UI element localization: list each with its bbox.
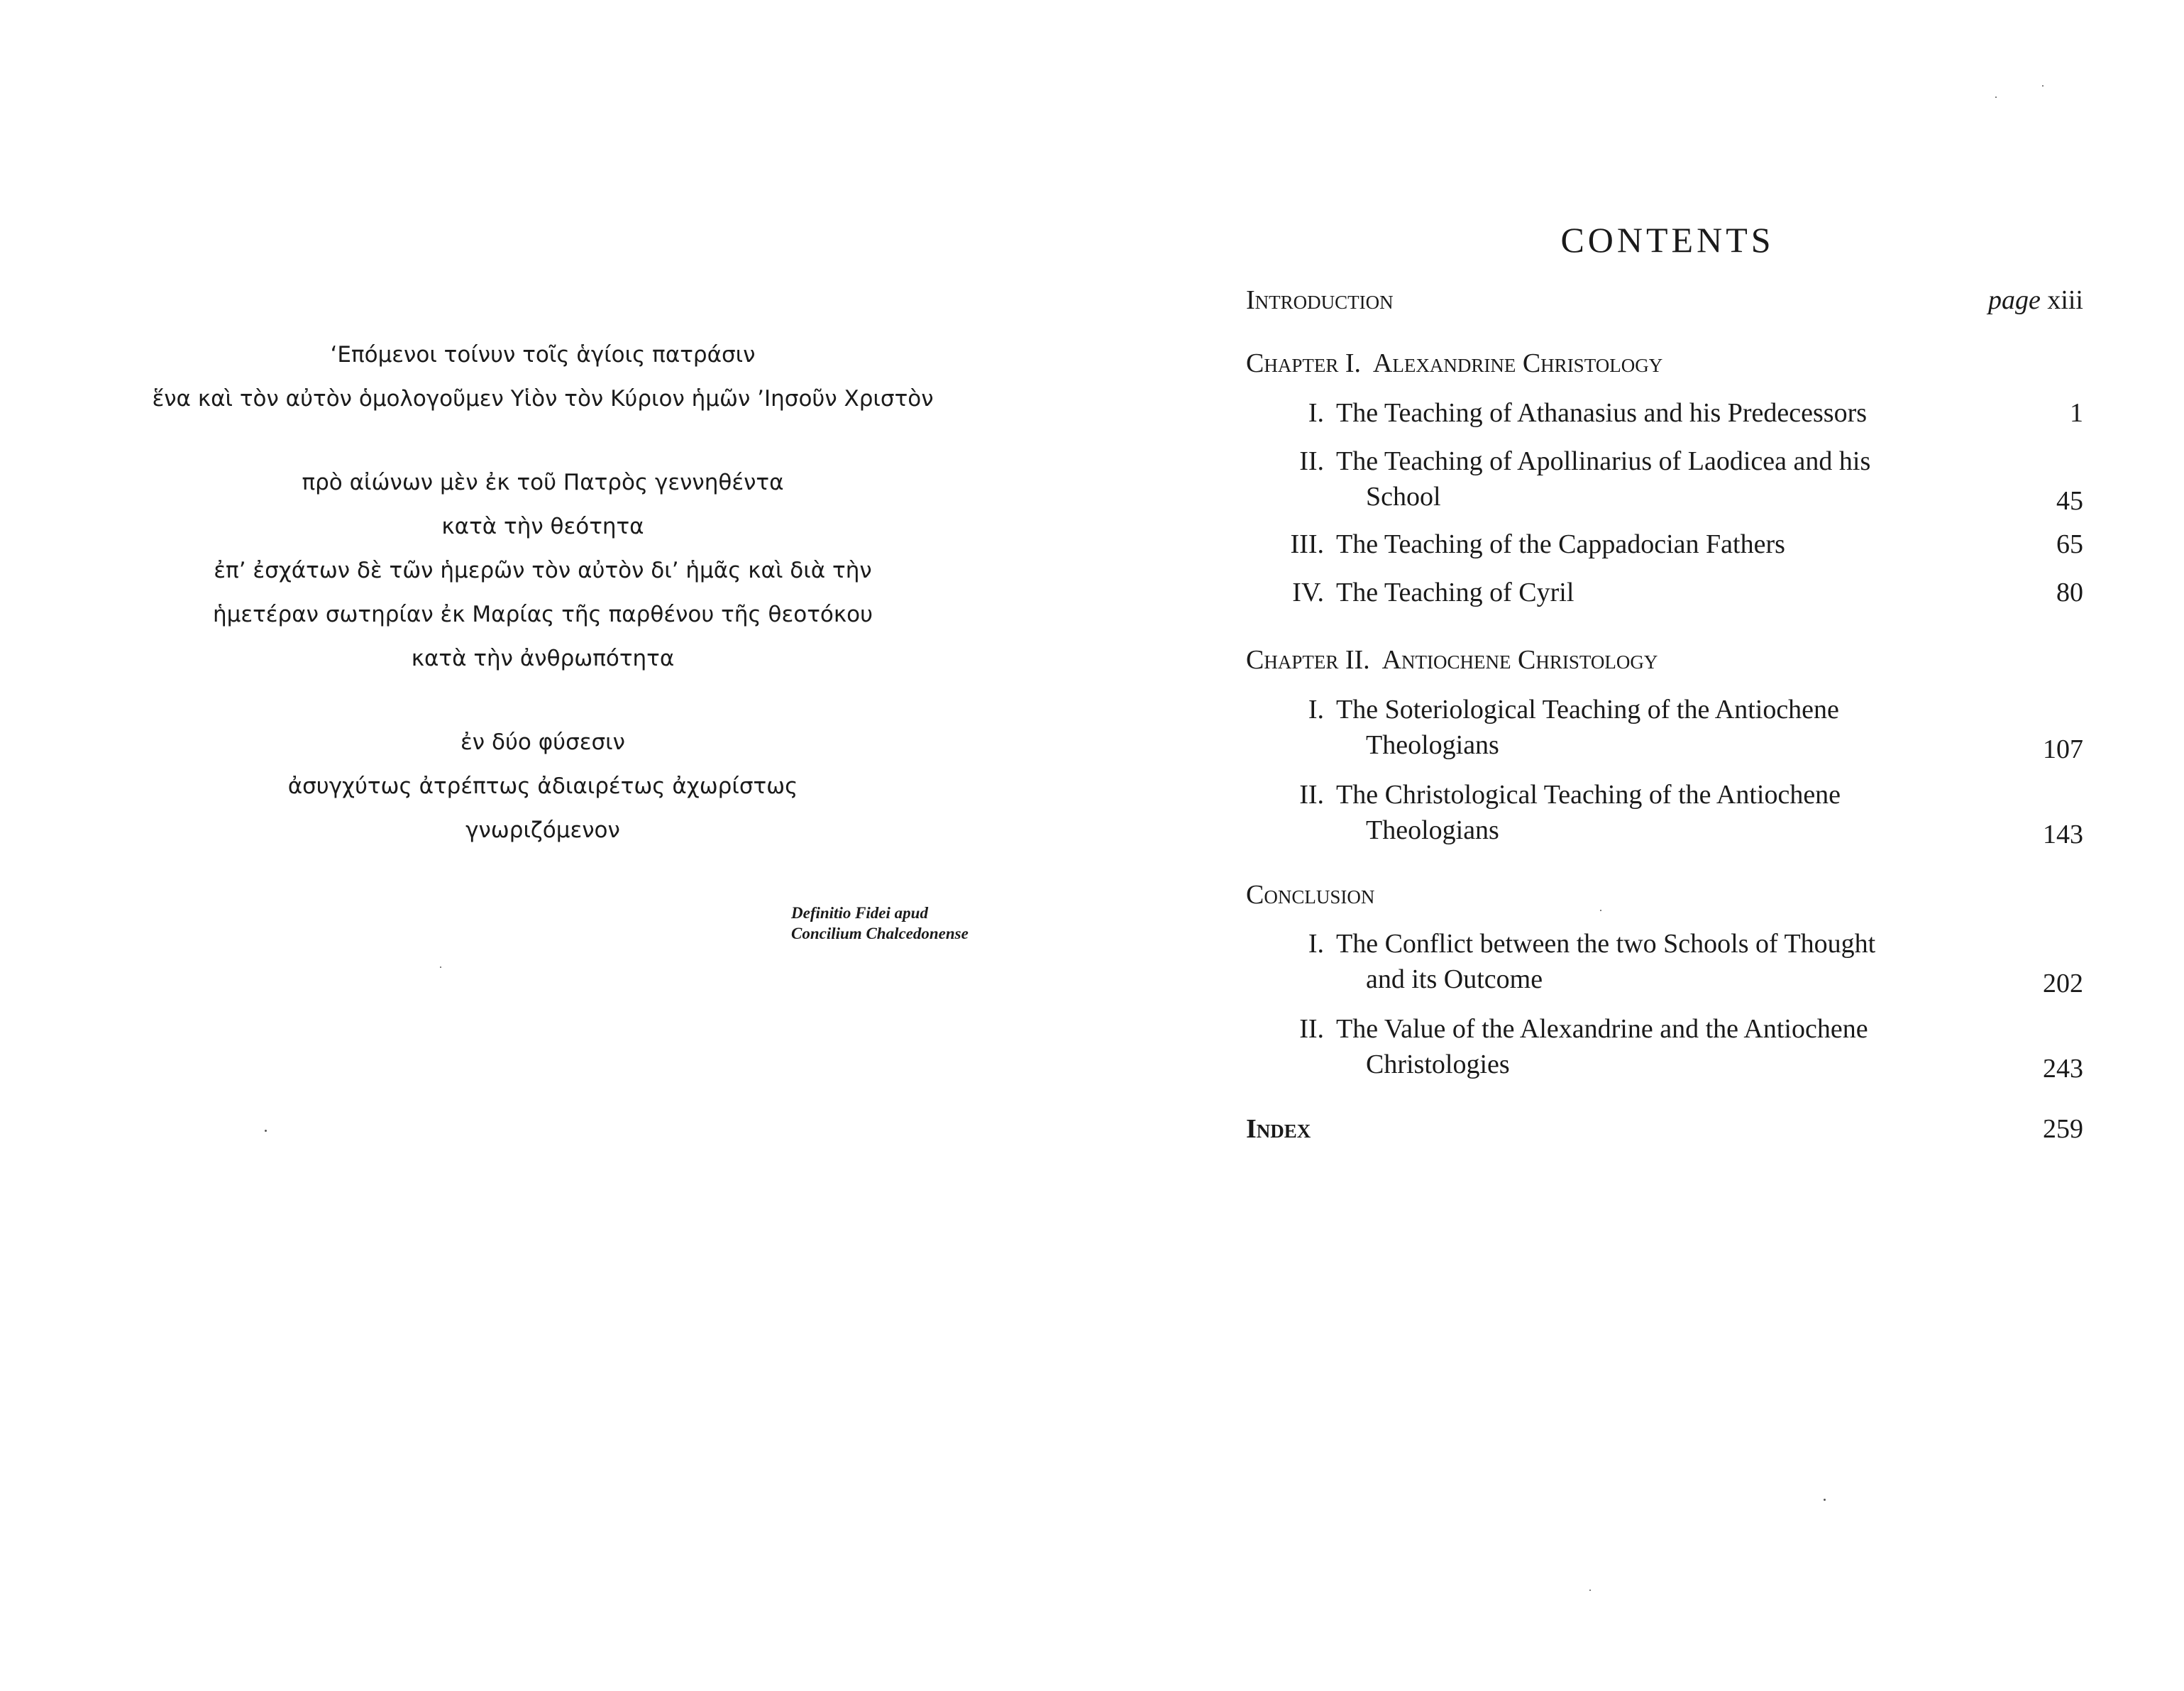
entry-numeral: I. <box>1308 695 1324 725</box>
entry-title: The Conflict between the two Schools of Thought <box>1336 929 1876 959</box>
chapter-title: Antiochene Christology <box>1381 645 1658 675</box>
introduction-page-ref <box>1988 282 2083 318</box>
entry-numeral: I. <box>1308 929 1324 959</box>
toc-entry <box>1246 692 2083 763</box>
toc-index <box>1246 1111 2083 1147</box>
entry-title: The Teaching of Cyril <box>1336 578 1574 607</box>
entry-title: The Christological Teaching of the Antiochene <box>1336 780 1841 810</box>
entry-title: The Teaching of Athanasius and his Predecessors <box>1336 398 1868 428</box>
introduction-label: Introduction <box>1246 285 1394 315</box>
epigraph-line: πρὸ αἰώνων μὲν ἐκ τοῦ Πατρὸς γεννηθέντα <box>302 470 784 495</box>
epigraph-line: γνωριζόμενον <box>465 817 620 843</box>
entry-page: 243 <box>2043 1054 2083 1084</box>
epigraph-line: κατὰ τὴν ἀνθρωπότητα <box>411 646 675 671</box>
chapter-numeral: I. <box>1345 348 1362 378</box>
introduction-page: xiii <box>2047 285 2083 315</box>
toc-chapter-1-heading <box>1246 346 2083 381</box>
scan-speck <box>265 1130 267 1132</box>
epigraph-line: ἡμετέραν σωτηρίαν ἐκ Μαρίας τῆς παρθένου τῆς θεοτόκου <box>212 602 873 627</box>
conclusion-label: Conclusion <box>1246 880 1375 910</box>
entry-title-continued: Theologians <box>1366 730 1499 760</box>
entry-numeral: II. <box>1299 446 1324 476</box>
chapter-prefix: Chapter <box>1246 348 1339 378</box>
toc-introduction <box>1246 282 2083 318</box>
epigraph-line: ‘Επόμενοι τοίνυν τοῖς ἁγίοις πατράσιν <box>330 342 756 368</box>
toc-entry <box>1246 777 2083 848</box>
entry-title: The Teaching of the Cappadocian Fathers <box>1336 529 1785 559</box>
entry-numeral: IV. <box>1292 578 1324 607</box>
chapter-prefix: Chapter <box>1246 645 1339 675</box>
scan-speck <box>440 966 441 968</box>
entry-page: 202 <box>2043 969 2083 998</box>
epigraph-line: ἀσυγχύτως ἀτρέπτως ἀδιαιρέτως ἀχωρίστως <box>287 773 798 799</box>
toc-entry <box>1246 444 2083 514</box>
scan-speck <box>2042 85 2044 87</box>
entry-title: The Teaching of Apollinarius of Laodicea and his <box>1336 446 1871 476</box>
toc-chapter-2-heading <box>1246 642 2083 678</box>
chapter-title: Alexandrine Christology <box>1372 348 1663 378</box>
toc-entry <box>1246 926 2083 997</box>
entry-page: 107 <box>2043 734 2083 764</box>
entry-page: 45 <box>2056 486 2083 516</box>
entry-title-continued: and its Outcome <box>1366 964 1543 994</box>
page-word: page <box>1987 285 2041 315</box>
attribution-line: Definitio Fidei apud <box>791 904 928 922</box>
entry-page: 80 <box>2056 578 2083 607</box>
index-label: Index <box>1246 1114 1311 1144</box>
entry-page: 1 <box>2070 398 2083 428</box>
chapter-numeral: II. <box>1345 645 1370 675</box>
contents-title: CONTENTS <box>1560 220 1775 260</box>
epigraph-attribution <box>791 903 969 944</box>
entry-page: 143 <box>2043 820 2083 849</box>
epigraph-line: ἐν δύο φύσεσιν <box>460 729 625 755</box>
toc-entry <box>1246 1011 2083 1082</box>
entry-numeral: II. <box>1299 780 1324 810</box>
epigraph-line: ἐπ’ ἐσχάτων δὲ τῶν ἡμερῶν τὸν αὐτὸν δι’ ἡμᾶς καὶ διὰ τὴν <box>214 558 872 583</box>
entry-title: The Soteriological Teaching of the Antiochene <box>1336 695 1839 725</box>
epigraph-page <box>0 0 1086 1691</box>
entry-title-continued: Christologies <box>1366 1050 1510 1079</box>
entry-title: The Value of the Alexandrine and the Antiochene <box>1336 1014 1868 1044</box>
entry-page: 65 <box>2056 529 2083 559</box>
epigraph-line: ἕνα καὶ τὸν αὐτὸν ὁμολογοῦμεν Υἱὸν τὸν Κύριον ἡμῶν ’Ιησοῦν Χριστὸν <box>152 386 934 412</box>
scan-speck <box>1995 97 1997 98</box>
toc-conclusion-heading <box>1246 877 2083 913</box>
index-page: 259 <box>2043 1114 2083 1144</box>
entry-numeral: II. <box>1299 1014 1324 1044</box>
attribution-line: Concilium Chalcedonense <box>791 925 969 942</box>
entry-numeral: III. <box>1290 529 1324 559</box>
epigraph-line: κατὰ τὴν θεότητα <box>441 514 644 539</box>
entry-numeral: I. <box>1308 398 1324 428</box>
scan-speck <box>1589 1590 1591 1591</box>
entry-title-continued: Theologians <box>1366 815 1499 845</box>
scan-speck <box>1824 1499 1826 1501</box>
entry-title-continued: School <box>1366 482 1441 512</box>
